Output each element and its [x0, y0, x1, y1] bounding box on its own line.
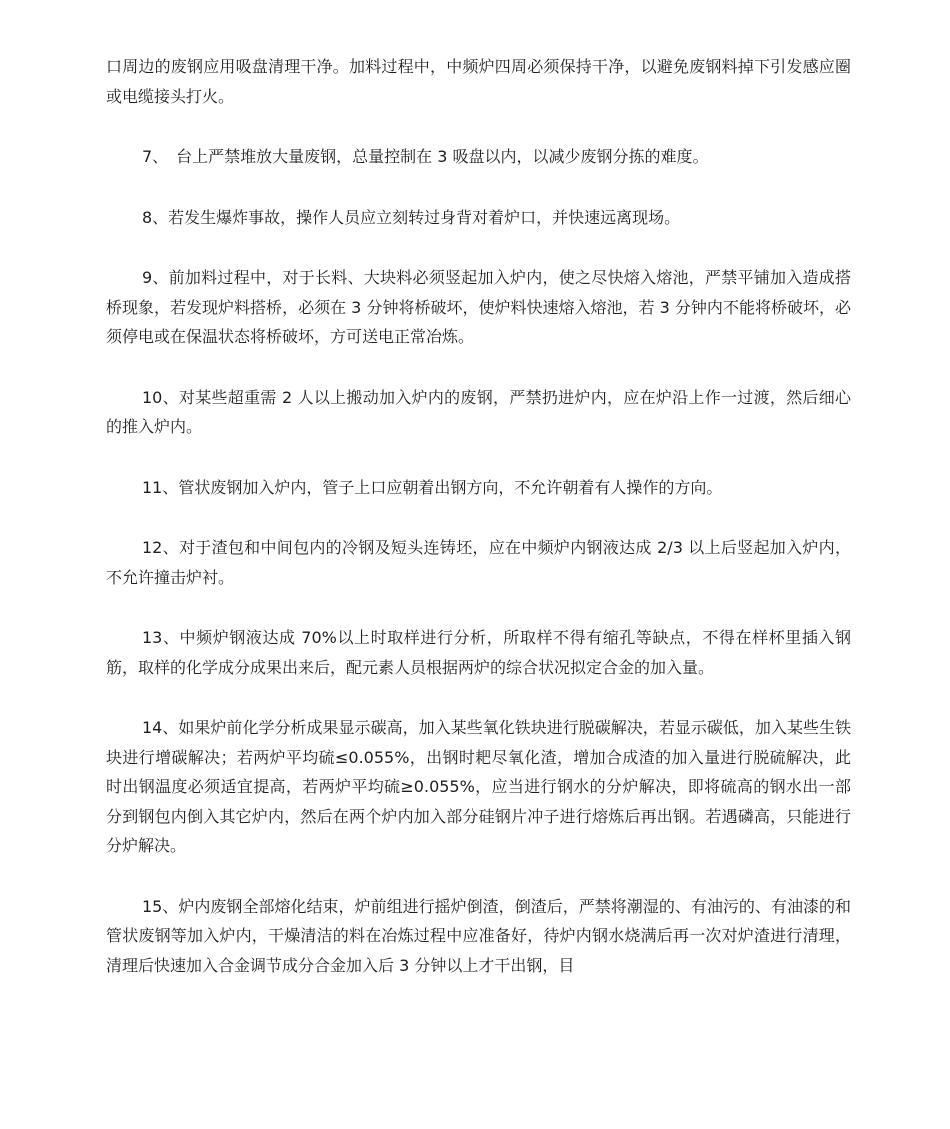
- paragraph-item-7: 7、 台上严禁堆放大量废钢，总量控制在 3 吸盘以内，以减少废钢分拣的难度。: [142, 147, 709, 166]
- paragraph-item-8: 8、若发生爆炸事故，操作人员应立刻转过身背对着炉口，并快速远离现场。: [142, 207, 681, 227]
- paragraph-item-14: 14、如果炉前化学分析成果显示碳高，加入某些氧化铁块进行脱碳解决，若显示碳低，加入某些生铁块进行增碳解决；若两炉平均硫≤0.055%，出钢时耙尽氧化渣，增加合成渣的加入量进行脱硫解决，此时出钢温度必须适宜提高，若两炉平均硫≥0.055%，应当进行钢水的分炉解决，即将硫高的钢水出一部分到钢包内倒入其它炉内，然后在两个炉内加入部分硅钢片冲子进行熔炼后再出钢。若遇磷高，只能进行分炉解决。: [106, 718, 851, 855]
- paragraph-item-10: 10、对某些超重需 2 人以上搬动加入炉内的废钢，严禁扔进炉内，应在炉沿上作一过渡，然后细心的推入炉内。: [106, 387, 851, 436]
- paragraph-item-9: 9、前加料过程中，对于长料、大块料必须竖起加入炉内，使之尽快熔入熔池，严禁平铺加入造成搭桥现象，若发现炉料搭桥，必须在 3 分钟将桥破坏，使炉料快速熔入熔池，若 3 分钟内不能将桥破坏，必须停电或在保温状态将桥破坏，方可送电正常冶炼。: [106, 268, 851, 346]
- document-page: [106, 52, 851, 1011]
- paragraph-item-11: 11、管状废钢加入炉内，管子上口应朝着出钢方向，不允许朝着有人操作的方向。: [142, 477, 723, 497]
- paragraph-item-12: 12、对于渣包和中间包内的冷钢及短头连铸坯，应在中频炉内钢液达成 2/3 以上后竖起加入炉内，不允许撞击炉衬。: [106, 538, 851, 587]
- paragraph-item-13: 13、中频炉钢液达成 70%以上时取样进行分析，所取样不得有缩孔等缺点，不得在样杯里插入钢筋，取样的化学成分成果出来后，配元素人员根据两炉的综合状况拟定合金的加入量。: [106, 628, 851, 677]
- paragraph-item-15: 15、炉内废钢全部熔化结束，炉前组进行摇炉倒渣，倒渣后，严禁将潮湿的、有油污的、有油漆的和管状废钢等加入炉内，干燥清洁的料在冶炼过程中应准备好，待炉内钢水烧满后再一次对炉渣进行清理，清理后快速加入合金调节成分合金加入后 3 分钟以上才干出钢，目: [106, 896, 851, 975]
- paragraph-continuation: 口周边的废钢应用吸盘清理干净。加料过程中，中频炉四周必须保持干净，以避免废钢料掉下引发感应圈或电缆接头打火。: [106, 57, 851, 106]
